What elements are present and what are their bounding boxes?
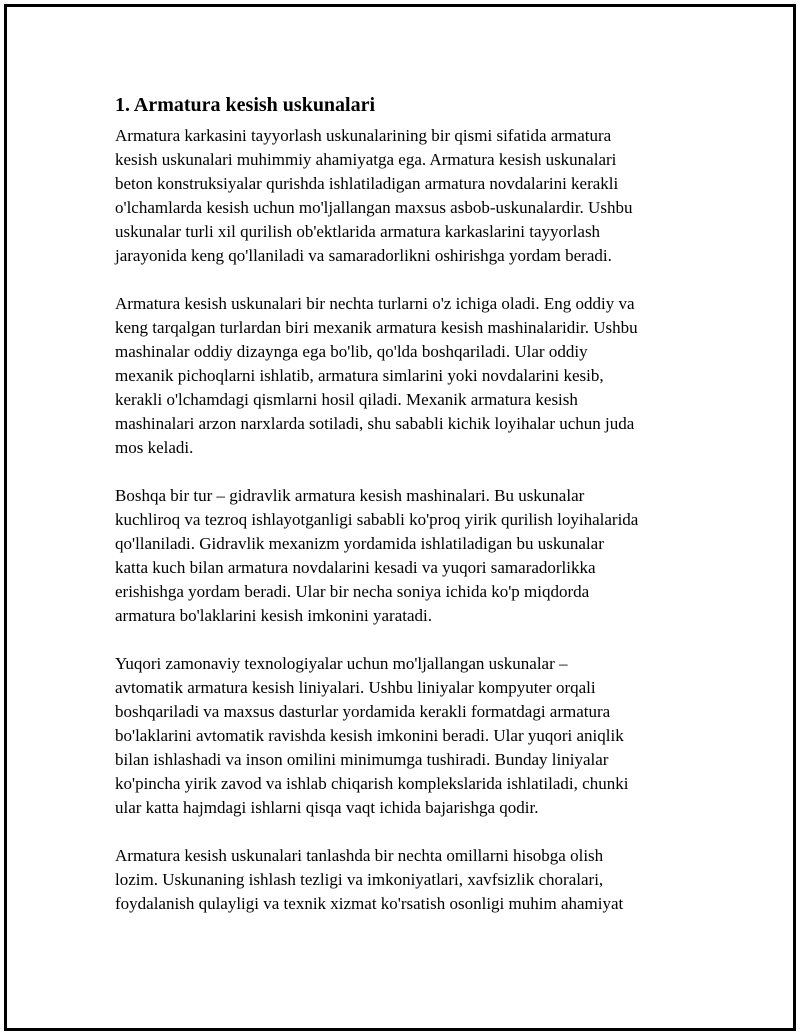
paragraph-line: kuchliroq va tezroq ishlayotganligi sababli ko'proq yirik qurilish loyihalarida: [115, 510, 639, 529]
paragraph-3: [115, 484, 697, 628]
paragraph-line: Armatura kesish uskunalari tanlashda bir nechta omillarni hisobga olish: [115, 846, 604, 865]
paragraph-line: bo'laklarini avtomatik ravishda kesish imkonini beradi. Ular yuqori aniqlik: [115, 726, 624, 745]
paragraph-line: ular katta hajmdagi ishlarni qisqa vaqt ichida bajarishga qodir.: [115, 798, 539, 817]
paragraph-line: o'lchamlarda kesish uchun mo'ljallangan maxsus asbob-uskunalardir. Ushbu: [115, 198, 633, 217]
paragraph-line: Armatura kesish uskunalari bir nechta turlarni o'z ichiga oladi. Eng oddiy va: [115, 294, 635, 313]
paragraph-line: mos keladi.: [115, 438, 194, 457]
paragraph-line: mashinalari arzon narxlarda sotiladi, shu sababli kichik loyihalar uchun juda: [115, 414, 635, 433]
paragraph-line: mashinalar oddiy dizaynga ega bo'lib, qo'lda boshqariladi. Ular oddiy: [115, 342, 588, 361]
paragraph-line: Yuqori zamonaviy texnologiyalar uchun mo'ljallangan uskunalar –: [115, 654, 568, 673]
paragraph-line: jarayonida keng qo'llaniladi va samaradorlikni oshirishga yordam beradi.: [115, 246, 612, 265]
paragraph-line: keng tarqalgan turlardan biri mexanik armatura kesish mashinalaridir. Ushbu: [115, 318, 638, 337]
paragraph-line: katta kuch bilan armatura novdalarini kesadi va yuqori samaradorlikka: [115, 558, 596, 577]
paragraph-2: [115, 292, 697, 460]
paragraph-4: [115, 652, 697, 820]
paragraph-line: kesish uskunalari muhimmiy ahamiyatga ega. Armatura kesish uskunalari: [115, 150, 617, 169]
paragraph-1: [115, 124, 697, 268]
paragraph-line: avtomatik armatura kesish liniyalari. Ushbu liniyalar kompyuter orqali: [115, 678, 596, 697]
paragraph-5: [115, 844, 697, 916]
paragraph-line: mexanik pichoqlarni ishlatib, armatura simlarini yoki novdalarini kesib,: [115, 366, 604, 385]
section-heading: 1. Armatura kesish uskunalari: [115, 94, 376, 116]
paragraph-line: foydalanish qulayligi va texnik xizmat ko'rsatish osonligi muhim ahamiyat: [115, 894, 624, 913]
paragraph-line: armatura bo'laklarini kesish imkonini yaratadi.: [115, 606, 432, 625]
paragraph-line: ko'pincha yirik zavod va ishlab chiqarish komplekslarida ishlatiladi, chunki: [115, 774, 629, 793]
paragraph-line: beton konstruksiyalar qurishda ishlatiladigan armatura novdalarini kerakli: [115, 174, 619, 193]
paragraph-line: bilan ishlashadi va inson omilini minimumga tushiradi. Bunday liniyalar: [115, 750, 609, 769]
paragraph-line: boshqariladi va maxsus dasturlar yordamida kerakli formatdagi armatura: [115, 702, 611, 721]
paragraph-line: kerakli o'lchamdagi qismlarni hosil qiladi. Mexanik armatura kesish: [115, 390, 578, 409]
paragraph-line: erishishga yordam beradi. Ular bir necha soniya ichida ko'p miqdorda: [115, 582, 590, 601]
paragraph-line: lozim. Uskunaning ishlash tezligi va imkoniyatlari, xavfsizlik choralari,: [115, 870, 604, 889]
paragraph-line: Armatura karkasini tayyorlash uskunalarining bir qismi sifatida armatura: [115, 126, 612, 145]
paragraph-line: uskunalar turli xil qurilish ob'ektlarida armatura karkaslarini tayyorlash: [115, 222, 601, 241]
paragraph-line: Boshqa bir tur – gidravlik armatura kesish mashinalari. Bu uskunalar: [115, 486, 585, 505]
document-body: [115, 92, 697, 940]
paragraph-line: qo'llaniladi. Gidravlik mexanizm yordamida ishlatiladigan bu uskunalar: [115, 534, 604, 553]
